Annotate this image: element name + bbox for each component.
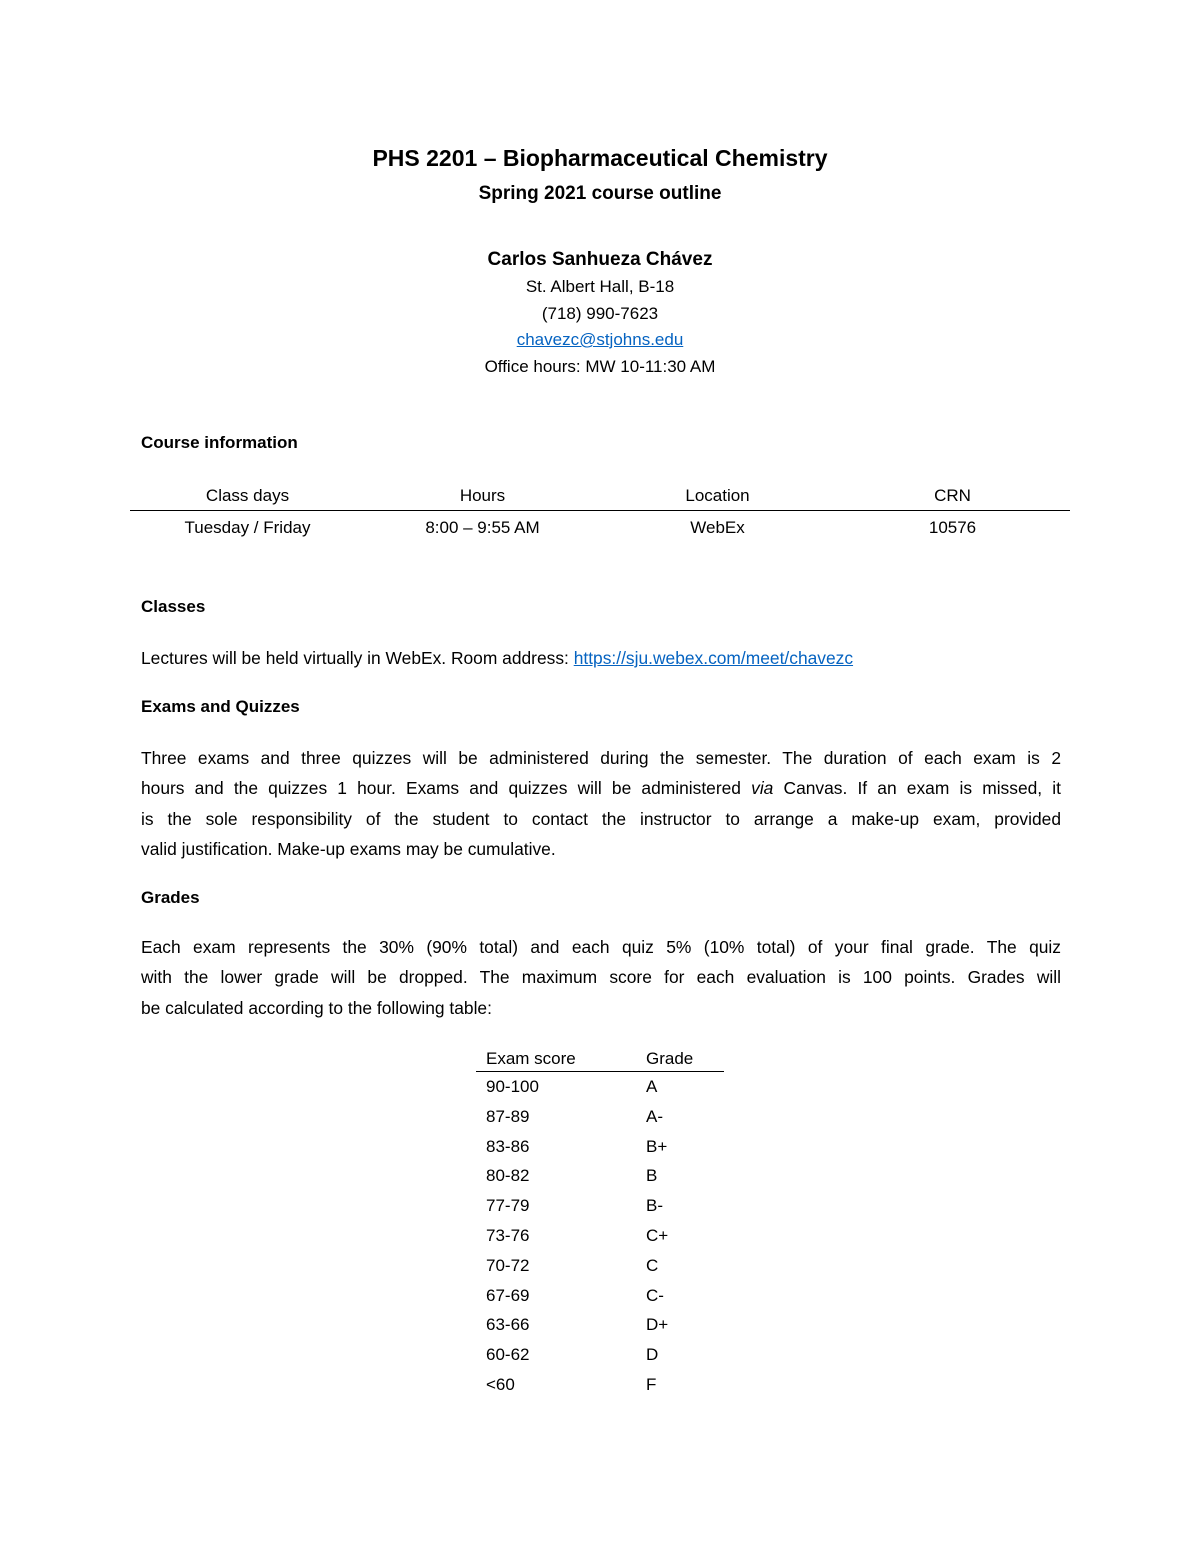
grade-cell: A (646, 1077, 658, 1096)
table-row (476, 1072, 724, 1102)
exams-line-2a: hours and the quizzes 1 hour. Exams and quizzes will be administered (141, 778, 752, 799)
table-row (476, 1370, 724, 1400)
column-header-grade: Grade (646, 1049, 694, 1068)
course-subtitle: Spring 2021 course outline (478, 183, 722, 204)
grades-heading: Grades (141, 888, 200, 907)
exam-score-cell: 87-89 (486, 1106, 530, 1126)
course-info-row (130, 511, 1070, 545)
table-row (476, 1132, 724, 1162)
webex-room-link[interactable]: https://sju.webex.com/meet/chavezc (573, 648, 854, 668)
exam-score-cell: <60 (486, 1374, 515, 1394)
exam-score-cell: 83-86 (486, 1136, 530, 1156)
classes-heading: Classes (141, 597, 206, 616)
grade-cell: A- (646, 1106, 663, 1126)
exam-score-cell: 63-66 (486, 1315, 530, 1335)
table-row (476, 1251, 724, 1281)
grade-table-body (476, 1072, 724, 1400)
exams-line-2b: Canvas. If an exam is missed, it (773, 778, 1061, 799)
grade-cell: F (646, 1374, 657, 1394)
exam-score-cell: 80-82 (486, 1166, 530, 1186)
office-hours: Office hours: MW 10-11:30 AM (484, 357, 716, 376)
exam-score-cell: 70-72 (486, 1255, 530, 1275)
instructor-office: St. Albert Hall, B-18 (525, 277, 675, 296)
grades-paragraph (141, 932, 1061, 1023)
table-row (476, 1310, 724, 1340)
course-info-header-row (130, 482, 1070, 511)
column-header-location: Location (685, 486, 750, 505)
exam-score-cell: 90-100 (486, 1077, 539, 1096)
exams-line-2 (141, 773, 1061, 803)
exams-heading: Exams and Quizzes (141, 697, 300, 716)
grade-cell: D+ (646, 1315, 669, 1335)
course-title: PHS 2201 – Biopharmaceutical Chemistry (372, 145, 828, 171)
table-row (476, 1340, 724, 1370)
table-row (476, 1221, 724, 1251)
grade-cell: C+ (646, 1225, 669, 1245)
grade-cell: C- (646, 1285, 664, 1305)
column-header-exam-score: Exam score (486, 1049, 576, 1068)
cell-crn: 10576 (928, 518, 977, 537)
exam-score-cell: 67-69 (486, 1285, 530, 1305)
column-header-hours: Hours (459, 486, 506, 505)
cell-hours: 8:00 – 9:55 AM (425, 518, 540, 537)
classes-text: Lectures will be held virtually in WebEx. Room address: (141, 648, 574, 668)
classes-paragraph (141, 643, 1061, 673)
exams-line-3: is the sole responsibility of the student to contact the instructor to arrange a make-up exam, provided (141, 808, 1061, 829)
table-row (476, 1161, 724, 1191)
course-information-heading: Course information (141, 433, 298, 452)
instructor-email-row (0, 330, 1200, 350)
instructor-phone: (718) 990-7623 (541, 304, 659, 323)
column-header-class-days: Class days (205, 486, 290, 505)
table-row (476, 1191, 724, 1221)
grades-line-1: Each exam represents the 30% (90% total) and each quiz 5% (10% total) of your final grade. The quiz (141, 937, 1061, 957)
grade-scale-table (476, 1045, 724, 1400)
instructor-name: Carlos Sanhueza Chávez (487, 249, 713, 270)
instructor-email-link[interactable]: chavezc@stjohns.edu (516, 330, 684, 349)
grade-cell: B (646, 1166, 658, 1186)
exam-score-cell: 77-79 (486, 1196, 530, 1216)
table-row (476, 1102, 724, 1132)
classes-line (141, 643, 1061, 673)
column-header-crn: CRN (934, 486, 971, 505)
course-info-table (130, 482, 1070, 545)
exams-paragraph (141, 743, 1061, 864)
grade-cell: C (646, 1255, 659, 1275)
grades-line-2: with the lower grade will be dropped. The maximum score for each evaluation is 100 points. Grades will (141, 967, 1061, 988)
exams-line-1: Three exams and three quizzes will be administered during the semester. The duration of each exam is 2 (141, 748, 1061, 768)
grades-line-3: be calculated according to the following table: (141, 997, 492, 1018)
exams-line-2-italic: via (751, 778, 774, 799)
grade-cell: B- (646, 1196, 663, 1216)
exam-score-cell: 60-62 (486, 1345, 530, 1365)
cell-location: WebEx (690, 518, 745, 537)
table-row (476, 1281, 724, 1311)
grade-cell: B+ (646, 1136, 668, 1156)
cell-class-days: Tuesday / Friday (184, 518, 311, 537)
grade-cell: D (646, 1345, 659, 1365)
grade-table-header-row (476, 1045, 724, 1072)
exams-line-4: valid justification. Make-up exams may be cumulative. (141, 838, 556, 859)
exam-score-cell: 73-76 (486, 1225, 530, 1245)
